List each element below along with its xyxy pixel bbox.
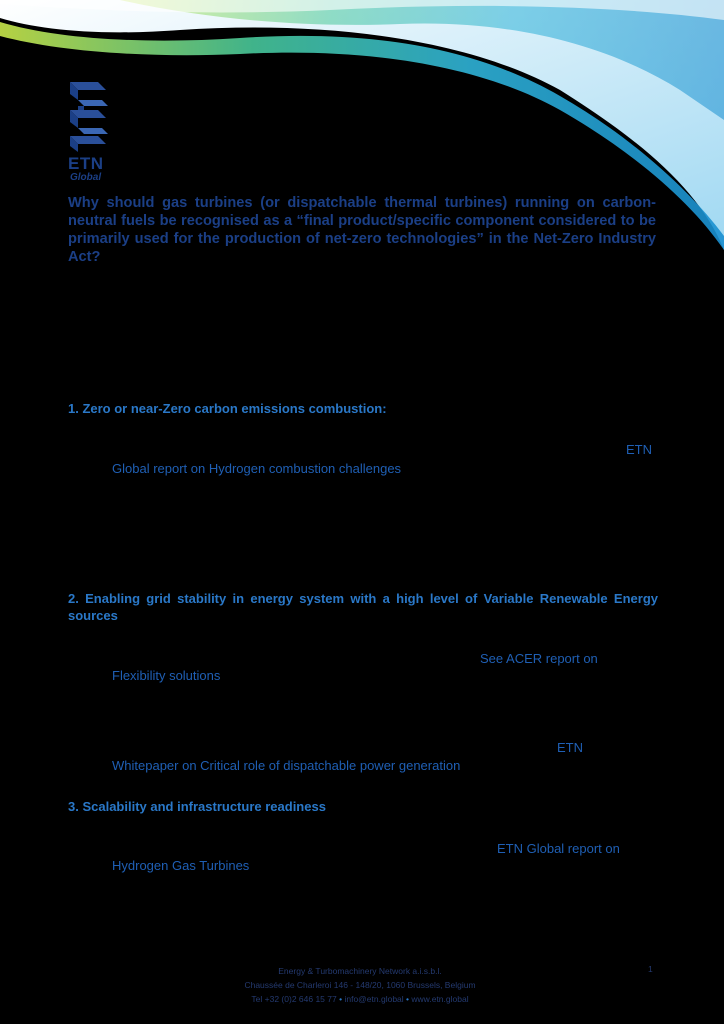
footer-phone: Tel +32 (0)2 646 15 77 xyxy=(251,994,337,1004)
footer-address: Chaussée de Charleroi 146 - 148/20, 1060 Brussels, Belgium xyxy=(244,980,476,990)
footer-website[interactable]: www.etn.global xyxy=(411,994,469,1004)
etn-dispatchable-whitepaper-link-part1[interactable]: ETN xyxy=(557,740,583,755)
acer-flexibility-link[interactable]: Flexibility solutions xyxy=(112,668,221,683)
etn-hydrogen-turbines-link[interactable]: Hydrogen Gas Turbines xyxy=(112,858,250,873)
logo-subtitle: Global xyxy=(70,172,102,183)
footer-contact xyxy=(200,992,520,1006)
section-3-heading: 3. Scalability and infrastructure readiness xyxy=(68,799,326,814)
footer-organisation: Energy & Turbomachinery Network a.i.s.b.l. xyxy=(278,966,442,976)
footer-separator: • xyxy=(339,994,343,1004)
acer-flexibility-link-part1[interactable]: See ACER report on xyxy=(480,651,598,666)
page-number: 1 xyxy=(648,964,653,974)
footer-separator: • xyxy=(406,994,410,1004)
etn-hydrogen-combustion-link[interactable]: Global report on Hydrogen combustion challenges xyxy=(112,461,402,476)
document-title: Why should gas turbines (or dispatchable thermal turbines) running on carbon-neutral fuels be recognised as a “final product/specific component considered to be primarily used for the production of net-zero technologies” in the Net-Zero Industry Act? xyxy=(68,195,656,265)
footer-email[interactable]: info@etn.global xyxy=(344,994,404,1004)
etn-hydrogen-combustion-link-part1[interactable]: ETN xyxy=(626,442,652,457)
etn-dispatchable-whitepaper-link[interactable]: Whitepaper on Critical role of dispatchable power generation xyxy=(112,758,461,773)
section-1-heading: 1. Zero or near-Zero carbon emissions combustion: xyxy=(68,401,387,416)
section-2-heading: 2. Enabling grid stability in energy system with a high level of Variable Renewable Energy sources xyxy=(68,591,658,623)
logo-wordmark: ETN xyxy=(68,154,104,173)
etn-hydrogen-turbines-link-part1[interactable]: ETN Global report on xyxy=(497,841,620,856)
